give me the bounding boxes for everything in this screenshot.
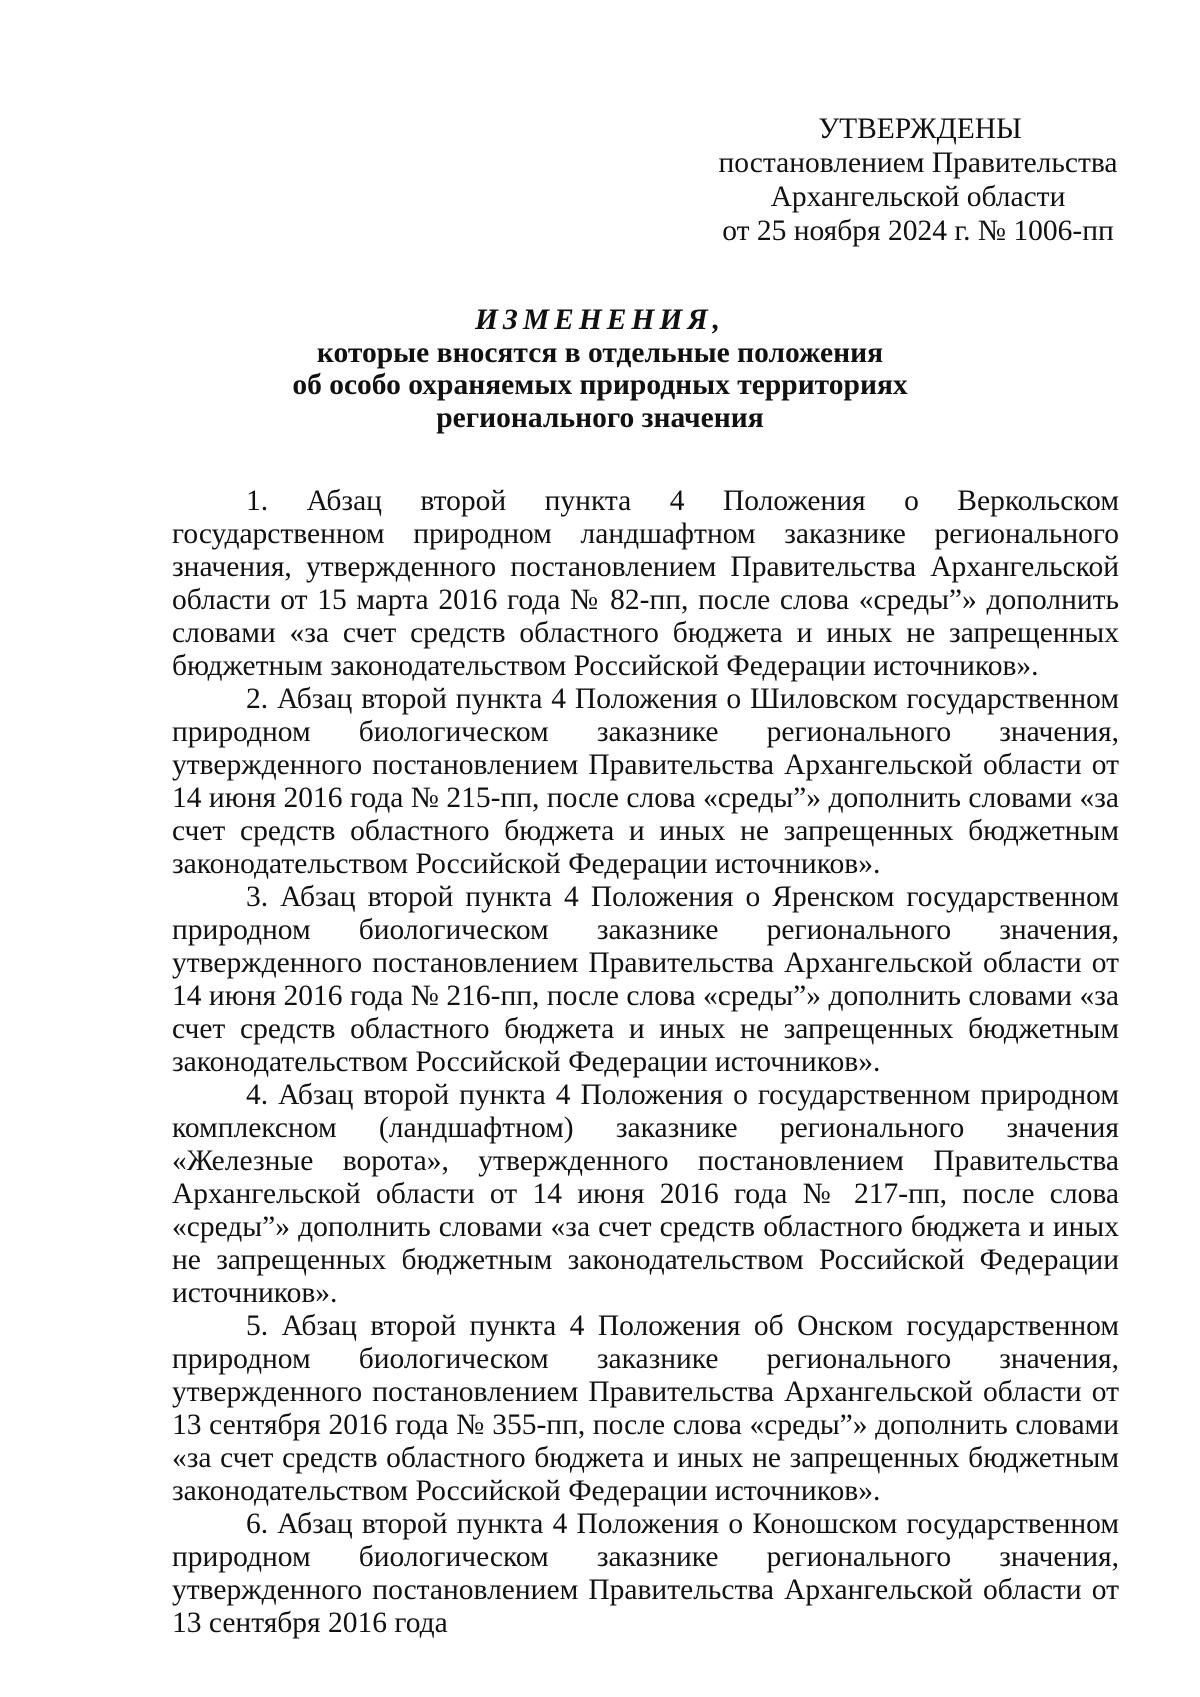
document-heading — [160, 304, 1040, 434]
paragraph-item-2: 2. Абзац второй пункта 4 Положения о Шиловском государственном природном биологическом заказнике регионального значения, утвержденного постановлением Правительства Архангельской области от 14 июня 2016 года № 215-пп, после слова «среды”» дополнить словами «за счет средств областного бюджета и иных не запрещенных бюджетным законодательством Российской Федерации источников». — [172, 683, 1119, 880]
approval-region-line: Архангельской области — [770, 181, 1066, 213]
approval-issuer-line: постановлением Правительства — [718, 147, 1118, 179]
paragraph-item-1: 1. Абзац второй пункта 4 Положения о Веркольском государственном природном ландшафтном заказнике регионального значения, утвержденного постановлением Правительства Архангельской области от 15 марта 2016 года № 82-пп, после слова «среды”» дополнить словами «за счет средств областного бюджета и иных не запрещенных бюджетным законодательством Российской Федерации источников». — [172, 485, 1119, 682]
document-subtitle-line-3: регионального значения — [436, 401, 764, 434]
approval-stamp-block — [708, 112, 1128, 248]
paragraph-item-3: 3. Абзац второй пункта 4 Положения о Яренском государственном природном биологическом заказнике регионального значения, утвержденного постановлением Правительства Архангельской области от 14 июня 2016 года № 216-пп, после слова «среды”» дополнить словами «за счет средств областного бюджета и иных не запрещенных бюджетным законодательством Российской Федерации источников». — [172, 881, 1119, 1078]
document-title: ИЗМЕНЕНИЯ, — [474, 304, 726, 336]
document-subtitle-line-2: об особо охраняемых природных территориях — [292, 369, 908, 401]
paragraph-item-5: 5. Абзац второй пункта 4 Положения об Онском государственном природном биологическом заказнике регионального значения, утвержденного постановлением Правительства Архангельской области от 13 сентября 2016 года № 355-пп, после слова «среды”» дополнить словами «за счет средств областного бюджета и иных не запрещенных бюджетным законодательством Российской Федерации источников». — [172, 1310, 1119, 1507]
paragraph-item-6: 6. Абзац второй пункта 4 Положения о Коношском государственном природном биологическом заказнике регионального значения, утвержденного постановлением Правительства Архангельской области от 13 сентября 2016 года — [172, 1508, 1119, 1639]
approval-date-number-line: от 25 ноября 2024 г. № 1006-пп — [722, 215, 1114, 247]
paragraph-item-4: 4. Абзац второй пункта 4 Положения о государственном природном комплексном (ландшафтном) заказнике регионального значения «Железные ворота», утвержденного постановлением Правительства Архангельской области от 14 июня 2016 года № 217-пп, после слова «среды”» дополнить словами «за счет средств областного бюджета и иных не запрещенных бюджетным законодательством Российской Федерации источников». — [172, 1079, 1119, 1309]
approval-title: УТВЕРЖДЕНЫ — [818, 113, 1022, 145]
document-body — [172, 485, 1119, 1640]
document-subtitle-line-1: которые вносятся в отдельные положения — [316, 336, 884, 369]
